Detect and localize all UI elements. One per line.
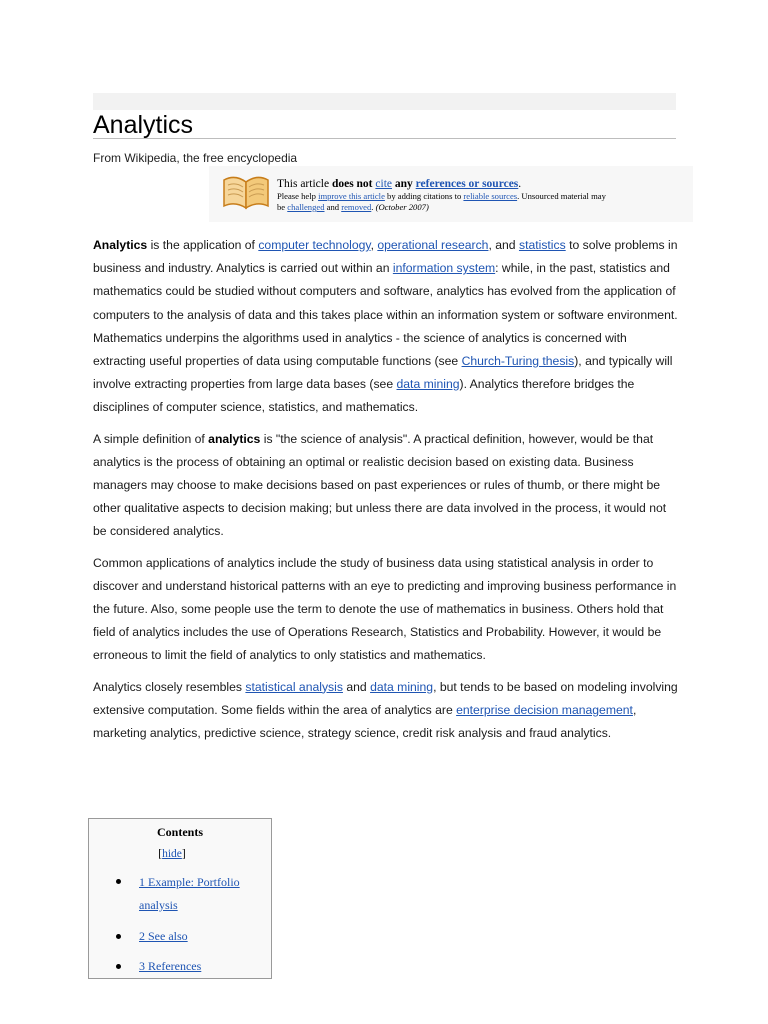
paragraph-3: Common applications of analytics include the study of business data using statistical analysis in order to discover and understand historical patterns with an eye to predicting and improving business performance in the future. Also, some people use the term to denote the use of mathematics in business. Others hold that field of analytics includes the use of Operations Research, Statistics and Probability. However, it would be erroneous to limit the field of analytics to only statistics and mathematics. xyxy=(93,555,677,663)
toc-hide-link[interactable]: hide xyxy=(162,848,182,860)
unreferenced-notice xyxy=(209,166,693,222)
notice-end-text: . xyxy=(371,202,376,212)
operational-research-link[interactable]: operational research xyxy=(377,238,489,252)
data-mining-link-2[interactable]: data mining xyxy=(370,679,434,694)
p1-text-7: ). Analytics therefore bridges the disciplines of computer science, statistics, and mathematics. xyxy=(93,377,635,415)
notice-date: (October 2007) xyxy=(375,202,429,212)
removed-link[interactable]: removed xyxy=(341,202,372,212)
page-title: Analytics xyxy=(93,110,676,139)
p4-text-1: Analytics closely resembles xyxy=(93,679,246,694)
improve-article-link[interactable]: improve this article xyxy=(318,191,385,201)
p1-text-1: is the application of xyxy=(147,238,259,252)
toc-item-see-also[interactable] xyxy=(139,925,264,948)
header-bar xyxy=(93,93,676,110)
term-analytics-2: analytics xyxy=(208,431,261,446)
toc-item-label[interactable]: 2 See also xyxy=(139,929,188,943)
article-body xyxy=(93,234,683,753)
toc-bracket-open: [ xyxy=(158,848,163,860)
notice-be-text: be xyxy=(277,202,288,212)
paragraph-4 xyxy=(93,676,683,746)
p2-text-1: A simple definition of xyxy=(93,431,209,446)
notice-help-text: Please help xyxy=(277,191,319,201)
toc-bullet xyxy=(116,964,121,969)
p2-text-2: is "the science of analysis". A practical definition, however, would be that analytics is the process of obtaining an optimal or realistic decision based on existing data. Business managers may choose to make decisions based on past experiences or rules of thumb, or there might be other qualitative aspects to decision making; but unless there are data involved in the process, it would not be considered analytics. xyxy=(93,431,667,539)
toc-bracket-close: ] xyxy=(181,848,186,860)
p4-text-4: , marketing analytics, predictive science, strategy science, credit risk analysis and fraud analytics. xyxy=(93,702,637,741)
toc-item-portfolio[interactable] xyxy=(139,871,264,917)
toc-bullet xyxy=(116,934,121,939)
toc-item-label-cont[interactable]: analysis xyxy=(139,898,178,912)
enterprise-decision-management-link[interactable]: enterprise decision management xyxy=(456,702,633,717)
notice-text: This article xyxy=(277,178,332,190)
statistical-analysis-link[interactable]: statistical analysis xyxy=(245,679,343,694)
information-system-link[interactable]: information system xyxy=(392,261,496,276)
toc-item-label[interactable]: 3 References xyxy=(139,959,202,973)
p1-text-2: , xyxy=(370,238,378,252)
data-mining-link[interactable]: data mining xyxy=(396,377,460,392)
statistics-link[interactable]: statistics xyxy=(518,238,566,252)
notice-any: any xyxy=(394,178,413,190)
toc-heading: Contents xyxy=(156,825,203,839)
notice-period: . xyxy=(518,178,522,190)
open-book-icon xyxy=(221,170,271,212)
notice-unsourced-text: . Unsourced material may xyxy=(517,191,606,201)
notice-emphasis: does not xyxy=(331,178,373,190)
computer-technology-link[interactable]: computer technology xyxy=(258,238,371,252)
paragraph-1 xyxy=(93,234,683,420)
p4-text-2: and xyxy=(342,679,371,694)
toc-item-label[interactable]: 1 Example: Portfolio xyxy=(139,875,240,889)
p1-text-3: , and xyxy=(488,238,519,252)
toc-hide-control xyxy=(89,848,255,860)
p1-text-6: ), and typically will involve extracting properties from large data bases (see xyxy=(93,354,673,392)
paragraph-2 xyxy=(93,428,683,544)
term-analytics: Analytics xyxy=(93,238,148,252)
church-turing-link[interactable]: Church-Turing thesis xyxy=(461,354,575,369)
toc-bullet xyxy=(116,879,121,884)
p1-text-5: : while, in the past, statistics and mathematics could be studied without computers and software, analytics has evolved from the application of computers to the analysis of data and this takes place within an information system or software environment. Mathematics underpins the algorithms used in analytics - the science of analytics is concerned with extracting useful properties of data using computable functions (see xyxy=(93,261,678,369)
p4-text-3: , but tends to be based on modeling involving extensive computation. Some fields within the area of analytics are xyxy=(93,679,678,717)
notice-and-text: and xyxy=(324,202,342,212)
references-link[interactable]: references or sources xyxy=(415,178,519,190)
toc-item-references[interactable] xyxy=(139,955,264,978)
page-subtitle: From Wikipedia, the free encyclopedia xyxy=(93,151,298,165)
notice-citations-text: by adding citations to xyxy=(384,191,464,201)
reliable-sources-link[interactable]: reliable sources xyxy=(463,191,518,201)
p1-text-4: to solve problems in business and industry. Analytics is carried out within an xyxy=(93,238,678,276)
table-of-contents xyxy=(88,818,272,979)
cite-link[interactable]: cite xyxy=(375,178,392,190)
challenged-link[interactable]: challenged xyxy=(287,202,325,212)
